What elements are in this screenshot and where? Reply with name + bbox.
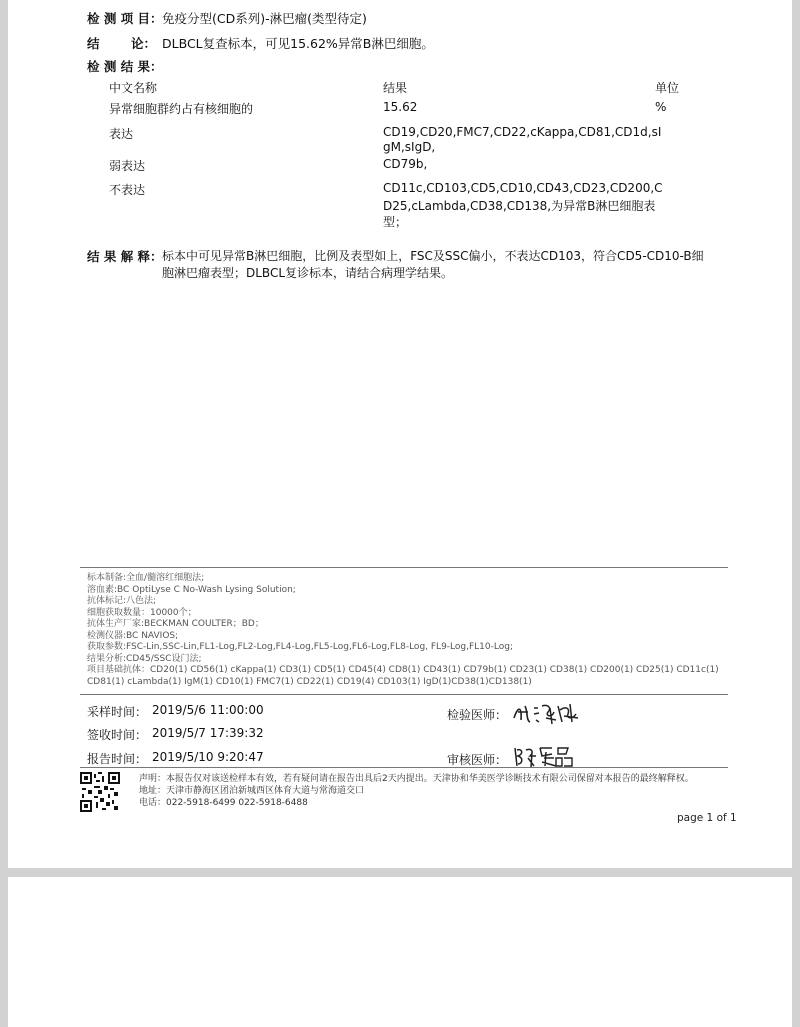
- divider: [80, 567, 728, 568]
- qr-code: [80, 772, 120, 812]
- row-result: CD19,CD20,FMC7,CD22,cKappa,CD81,CD1d,sI: [383, 125, 662, 139]
- interpretation-label: 结 果 解 释：: [87, 249, 163, 264]
- method-note: 项目基础抗体：CD20(1) CD56(1) cKappa(1) CD3(1) CD5(1) CD45(4) CD8(1) CD43(1) CD79b(1) CD23(1) CD38(1) CD200(1) CD25(1) CD11c(1): [87, 665, 719, 675]
- receive-time-value: 2019/5/7 17:39:32: [152, 726, 264, 740]
- method-note: CD81(1) cLambda(1) IgM(1) CD10(1) FMC7(1) CD22(1) CD19(4) CD103(1) IgD(1)CD38(1)CD138(1): [87, 676, 532, 687]
- interpretation-line: 胞淋巴瘤表型；DLBCL复诊标本，请结合病理学结果。: [162, 266, 454, 280]
- divider: [80, 694, 728, 695]
- column-header-result: 结果: [383, 81, 408, 95]
- reviewer-label: 审核医师：: [447, 753, 508, 767]
- item-value: 免疫分型(CD系列)-淋巴瘤(类型待定): [162, 11, 367, 26]
- phone: 电话：022-5918-6499 022-5918-6488: [139, 798, 308, 808]
- row-name: 表达: [109, 127, 134, 141]
- sample-time-value: 2019/5/6 11:00:00: [152, 703, 264, 717]
- conclusion-label-a: 结: [87, 36, 100, 51]
- next-page: [8, 877, 792, 1027]
- report-time-label: 报告时间：: [87, 752, 148, 766]
- tester-signature: [512, 700, 582, 730]
- receive-time-label: 签收时间：: [87, 728, 148, 742]
- divider: [80, 767, 728, 768]
- method-note: 溶血素:BC OptiLyse C No-Wash Lysing Solution;: [87, 584, 296, 595]
- method-note: 抗体生产厂家:BECKMAN COULTER；BD；: [87, 619, 264, 629]
- row-name: 异常细胞群约占有核细胞的: [109, 102, 254, 116]
- method-note: 抗体标记:八色法;: [87, 596, 157, 606]
- conclusion-value: DLBCL复查标本，可见15.62%异常B淋巴细胞。: [162, 36, 434, 51]
- row-result: 15.62: [383, 100, 418, 114]
- row-result: D25,cLambda,CD38,CD138,为异常B淋巴细胞表: [383, 199, 656, 213]
- method-note: 标本制备:全血/髓溶红细胞法;: [87, 573, 205, 583]
- row-result: gM,sIgD,: [383, 140, 436, 154]
- row-result: CD11c,CD103,CD5,CD10,CD43,CD23,CD200,C: [383, 181, 663, 195]
- method-note: 细胞获取数量：10000个；: [87, 607, 197, 618]
- page-number: page 1 of 1: [677, 812, 737, 824]
- row-result: CD79b,: [383, 157, 428, 171]
- row-name: 不表达: [109, 183, 146, 197]
- row-unit: %: [655, 100, 667, 114]
- conclusion-label-b: 论：: [131, 36, 157, 51]
- interpretation-line: 标本中可见异常B淋巴细胞，比例及表型如上，FSC及SSC偏小，不表达CD103，符合CD5-CD10-B细: [162, 249, 704, 263]
- report-time-value: 2019/5/10 9:20:47: [152, 750, 264, 764]
- column-header-name: 中文名称: [109, 81, 158, 95]
- disclaimer: 声明：本报告仅对该送检样本有效，若有疑问请在报告出具后2天内提出。天津协和华美医学诊断技术有限公司保留对本报告的最终解释权。: [139, 774, 694, 784]
- row-result: 型；: [383, 215, 408, 229]
- method-note: 获取参数:FSC-Lin,SSC-Lin,FL1-Log,FL2-Log,FL4-Log,FL5-Log,FL6-Log,FL8-Log, FL9-Log,FL10-Log;: [87, 642, 513, 652]
- results-label: 检 测 结 果：: [87, 59, 163, 74]
- address: 地址：天津市静海区团泊新城西区体育大道与常海道交口: [139, 786, 365, 796]
- tester-label: 检验医师：: [447, 708, 508, 722]
- sample-time-label: 采样时间：: [87, 705, 148, 719]
- method-note: 检测仪器:BC NAVIOS;: [87, 630, 179, 641]
- row-name: 弱表达: [109, 159, 146, 173]
- column-header-unit: 单位: [655, 81, 680, 95]
- reviewer-signature: [512, 744, 576, 774]
- method-note: 结果分析:CD45/SSC设门法;: [87, 653, 202, 664]
- item-label: 检 测 项 目：: [87, 11, 163, 26]
